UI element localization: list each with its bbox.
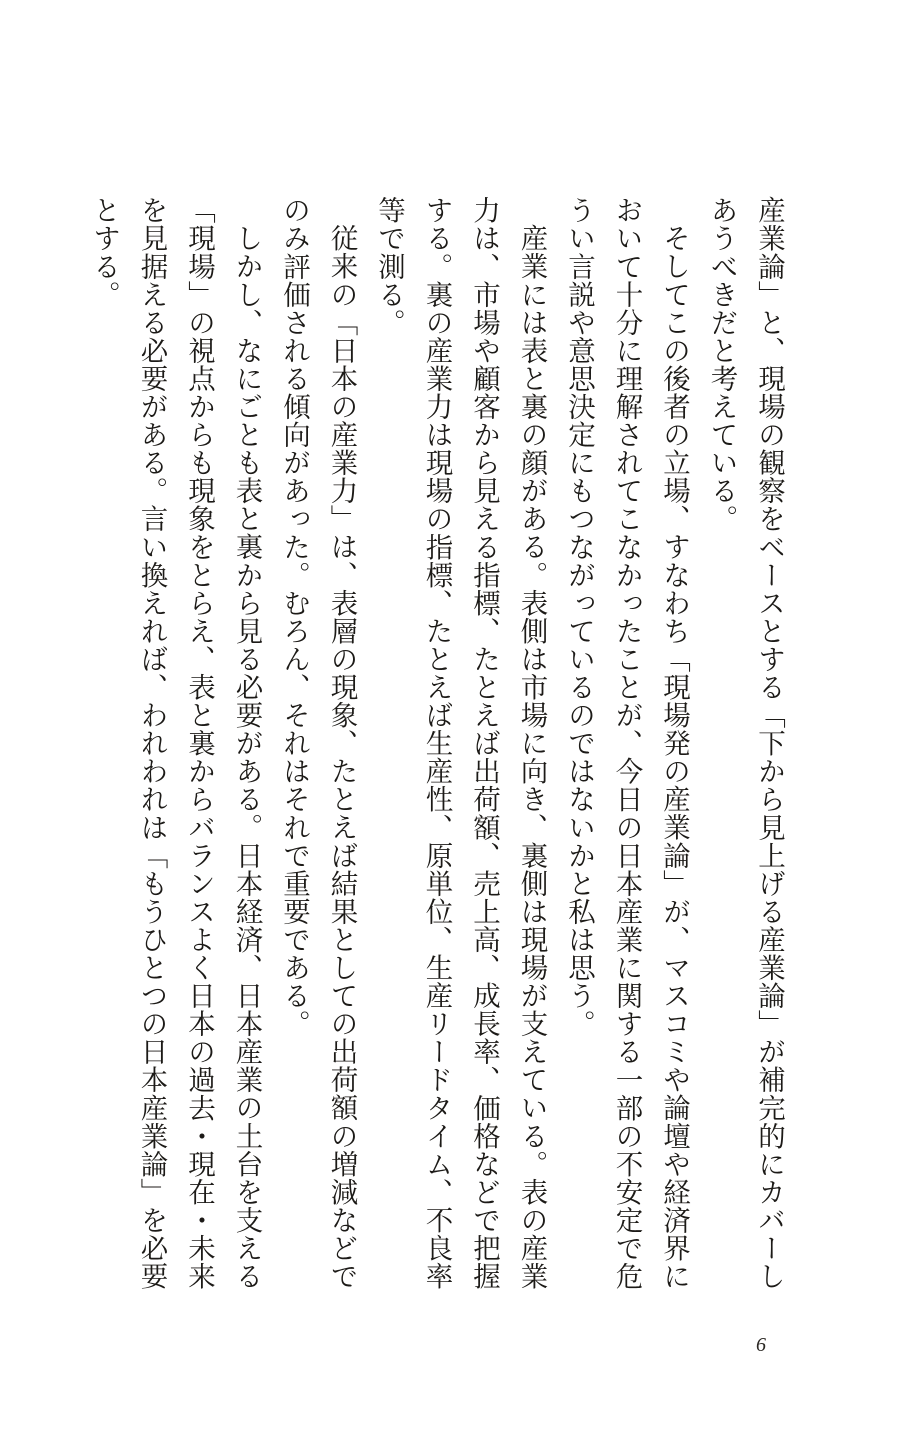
page-number: 6 [756, 1334, 766, 1356]
text-line: 等で測る。 [373, 196, 405, 337]
text-line: とする。 [88, 196, 120, 309]
vertical-body-text [80, 196, 793, 1306]
text-line: を見据える必要がある。言い換えれば、われわれは「もうひとつの日本産業論」を必要 [135, 196, 168, 1290]
text-line: 「現場」の視点からも現象をとらえ、表と裏からバランスよく日本の過去・現在・未来 [183, 196, 215, 1290]
text-line: あうべきだと考えている。 [705, 196, 738, 533]
text-line: のみ評価される傾向があった。むろん、それはそれで重要である。 [278, 196, 310, 1038]
text-line: うい言説や意思決定にもつながっているのではないかと私は思う。 [563, 196, 595, 1038]
text-line: そしてこの後者の立場、すなわち「現場発の産業論」が、マスコミや論壇や経済界に [658, 223, 690, 1290]
text-line: 産業論」と、現場の観察をベースとする「下から見上げる産業論」が補完的にカバーし [753, 196, 785, 1290]
text-line: 産業には表と裏の顔がある。表側は市場に向き、裏側は現場が支えている。表の産業 [515, 223, 548, 1290]
text-line: 従来の「日本の産業力」は、表層の現象、たとえば結果としての出荷額の増減などで [325, 223, 358, 1290]
text-line: おいて十分に理解されてこなかったことが、今日の日本産業に関する一部の不安定で危 [610, 196, 643, 1290]
text-line: 力は、市場や顧客から見える指標、たとえば出荷額、売上高、成長率、価格などで把握 [468, 196, 500, 1290]
text-line: しかし、なにごとも表と裏から見る必要がある。日本経済、日本産業の土台を支える [230, 223, 263, 1290]
text-line: する。裏の産業力は現場の指標、たとえば生産性、原単位、生産リードタイム、不良率 [420, 196, 453, 1290]
